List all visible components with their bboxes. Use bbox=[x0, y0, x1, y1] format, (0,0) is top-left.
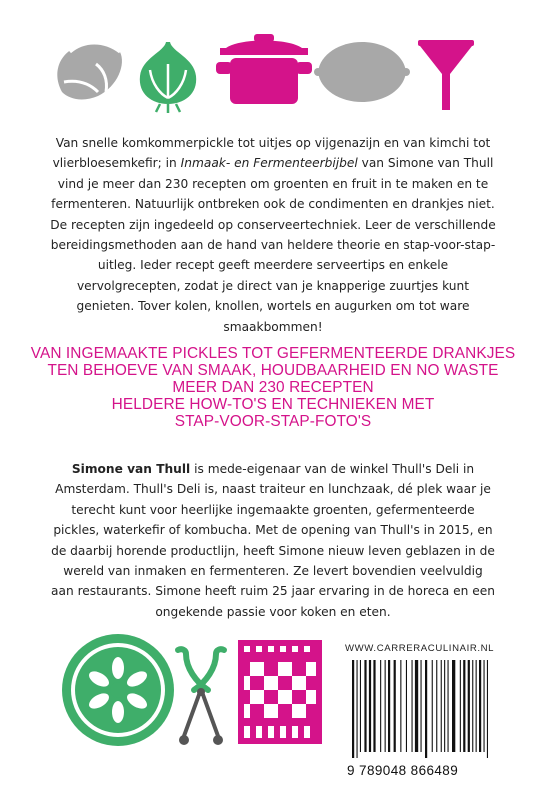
lemon-icon bbox=[314, 42, 410, 102]
author-bio bbox=[50, 459, 496, 622]
barcode-bar bbox=[369, 660, 371, 752]
barcode-bar bbox=[448, 660, 449, 752]
highlight-line: MEER DAN 230 RECEPTEN bbox=[172, 379, 374, 396]
publisher-url: WWW.CARRERACULINAIR.NL bbox=[345, 643, 495, 654]
cucumber-slice-icon bbox=[62, 634, 174, 746]
barcode-bar bbox=[400, 660, 401, 752]
barcode-bar bbox=[380, 660, 381, 752]
barcode-bar bbox=[484, 660, 485, 752]
highlight-line: VAN INGEMAAKTE PICKLES TOT GEFERMENTEERDE DRANKJES bbox=[30, 345, 516, 362]
blurb-body: van Simone van Thull vind je meer dan 230 recepten om groenten en fruit in te maken en te fermenteren. Natuurlijk ontbreken ook de condimenten en drankjes niet. De recepten zijn ingedeeld op conserveertechniek. Leer de verschillende bereidingsmethoden aan de hand van heldere theorie en stap-voor-stap-uitleg. Ieder recept geeft meerdere serveertips en enkele vervolgrecepten, zodat je direct van je knapperige zuurtjes kunt genieten. Tover kolen, knollen, wortels en augurken om tot ware smaakbommen! bbox=[50, 156, 496, 334]
barcode-bar bbox=[452, 660, 455, 752]
highlight-line: TEN BEHOEVE VAN SMAAK, HOUDBAARHEID EN NO WASTE bbox=[47, 362, 499, 379]
barcode-bar bbox=[385, 660, 386, 752]
barcode-bar bbox=[460, 660, 461, 752]
barcode-bar bbox=[364, 660, 366, 752]
highlight-line: HELDERE HOW-TO'S EN TECHNIEKEN MET bbox=[111, 396, 435, 413]
garlic-icon bbox=[57, 43, 122, 99]
bottom-icon-row bbox=[0, 628, 340, 778]
barcode-bar bbox=[394, 660, 396, 752]
cooking-pot-icon bbox=[216, 34, 312, 104]
checkered-cloth-icon bbox=[238, 640, 322, 744]
author-bio-text: is mede-eigenaar van de winkel Thull's Deli in Amsterdam. Thull's Deli is, naast traiteur en lunchzaak, dé plek waar je terecht kunt voor heerlijke ingemaakte groenten, gefermenteerde pickles, waterkefir of kombucha. Met de opening van Thull's in 2015, en de daarbij horende productlijn, heeft Simone nieuw leven geblazen in de wereld van inmaken en fermenteren. Ze levert bovendien veelvuldig aan restaurants. Simone heeft ruim 25 jaar ervaring in de horeca en een ongekende passie voor koken en eten. bbox=[51, 462, 495, 619]
barcode-bar bbox=[415, 660, 418, 752]
barcode-bar bbox=[472, 660, 473, 752]
barcode-bar bbox=[463, 660, 465, 752]
barcode-bar bbox=[360, 660, 361, 752]
isbn-number: 9 789048 866489 bbox=[347, 763, 459, 778]
blurb-intro: Van snelle komkommerpickle tot uitjes op vijgenazijn en van kimchi tot vlierbloesemkefir; in bbox=[52, 136, 491, 171]
barcode-bar bbox=[406, 660, 407, 752]
highlights-list bbox=[30, 345, 516, 430]
barcode-bar bbox=[388, 660, 390, 752]
barcode-bar bbox=[441, 660, 442, 752]
barcode-bar bbox=[468, 660, 470, 752]
book-title: Inmaak- en Fermenteerbijbel bbox=[180, 156, 358, 171]
funnel-icon bbox=[418, 40, 474, 110]
barcode-bar bbox=[444, 660, 445, 752]
author-name: Simone van Thull bbox=[71, 462, 191, 476]
barcode-bar bbox=[412, 660, 413, 752]
barcode-bar bbox=[373, 660, 375, 752]
barcode-bar bbox=[436, 660, 437, 752]
barcode-bar bbox=[479, 660, 481, 752]
blurb-paragraph bbox=[50, 133, 496, 337]
barcode-bar bbox=[421, 660, 422, 752]
barcode-bar bbox=[357, 660, 358, 758]
onion-icon bbox=[140, 42, 196, 113]
jar-tongs-icon bbox=[178, 649, 224, 745]
top-icon-row bbox=[0, 0, 546, 120]
highlight-line: STAP-VOOR-STAP-FOTO'S bbox=[174, 413, 372, 430]
barcode-bar bbox=[476, 660, 477, 752]
barcode-bar bbox=[432, 660, 433, 752]
barcode bbox=[348, 660, 498, 758]
barcode-bar bbox=[487, 660, 488, 758]
barcode-bar bbox=[352, 660, 354, 758]
barcode-bar bbox=[425, 660, 427, 758]
